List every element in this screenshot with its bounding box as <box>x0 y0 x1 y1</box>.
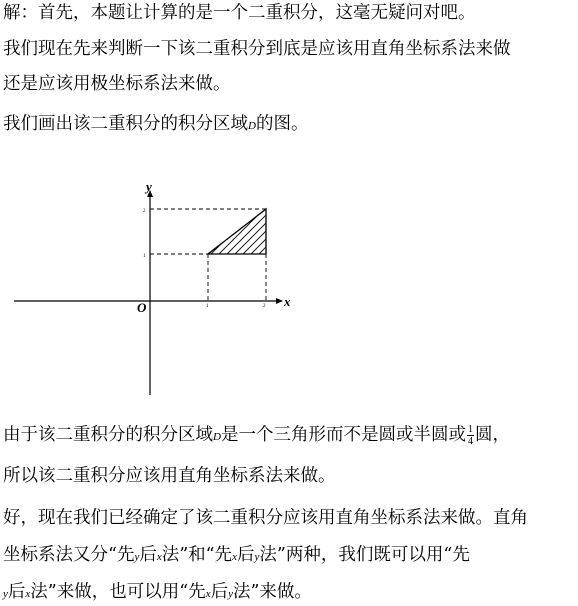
fraction-denominator: 4 <box>467 436 473 447</box>
origin-label: O <box>137 300 147 315</box>
line-6-text: 所以该二重积分应该用直角坐标系法来做。 <box>3 466 336 486</box>
region-d-figure <box>0 175 310 400</box>
line-1-text: 解：首先，本题让计算的是一个二重积分，这毫无疑问对吧。 <box>3 3 476 23</box>
line-4-text-b: 的图。 <box>255 114 309 134</box>
x-tick-2: 2 <box>263 304 266 309</box>
line-7-text: 好，现在我们已经确定了该二重积分应该用直角坐标系法来做。直角 <box>3 508 528 528</box>
line-4 <box>3 113 308 137</box>
region-variable-d: D <box>248 120 256 132</box>
var-y-2: y <box>254 551 260 563</box>
line-5 <box>3 424 510 448</box>
x-axis-label: x <box>284 294 291 309</box>
line-9-text-b: 法”来做，也可以用“先 <box>30 582 206 602</box>
line-5-text-a: 由于该二重积分的积分区域 <box>3 425 213 445</box>
line-9-text-a: 后 <box>7 582 26 602</box>
var-x: x <box>156 551 162 563</box>
line-3 <box>3 73 231 95</box>
x-axis-arrow <box>276 298 283 304</box>
y-axis-label: y <box>146 179 152 194</box>
line-1 <box>3 2 476 24</box>
line-8-text-c: 法”和“先 <box>161 545 233 565</box>
line-2 <box>3 38 511 60</box>
line-8-text-d: 后 <box>237 545 255 565</box>
region-variable-d-2: D <box>213 431 221 443</box>
fraction-one-quarter <box>467 424 474 447</box>
line-7 <box>3 507 528 529</box>
y-tick-2: 2 <box>143 209 146 214</box>
var-y: y <box>134 551 140 563</box>
line-9 <box>3 581 312 605</box>
var-x-2: x <box>232 551 238 563</box>
var-x-4: x <box>205 588 211 600</box>
var-y-3: y <box>3 588 8 600</box>
line-8 <box>3 544 470 568</box>
line-4-text-a: 我们画出该二重积分的积分区域 <box>3 114 248 134</box>
line-3-text: 还是应该用极坐标系法来做。 <box>3 74 231 94</box>
line-9-text-d: 法”来做。 <box>232 582 312 602</box>
var-x-3: x <box>25 588 31 600</box>
line-9-text-c: 后 <box>210 582 229 602</box>
fraction-numerator: 1 <box>467 424 473 435</box>
line-2-text: 我们现在先来判断一下该二重积分到底是应该用直角坐标系法来做 <box>3 39 511 59</box>
line-8-text-a: 坐标系法又分“先 <box>3 545 135 565</box>
line-5-text-b: 是一个三角形而不是圆或半圆或 <box>220 425 466 445</box>
line-6 <box>3 465 336 487</box>
var-y-4: y <box>228 588 233 600</box>
line-8-text-b: 后 <box>139 545 157 565</box>
y-tick-1: 1 <box>143 254 146 259</box>
region-hatch <box>200 205 310 265</box>
line-5-text-c: 圆， <box>474 425 510 445</box>
x-tick-1: 1 <box>206 304 209 309</box>
line-8-text-e: 法”两种，我们既可以用“先 <box>259 545 470 565</box>
